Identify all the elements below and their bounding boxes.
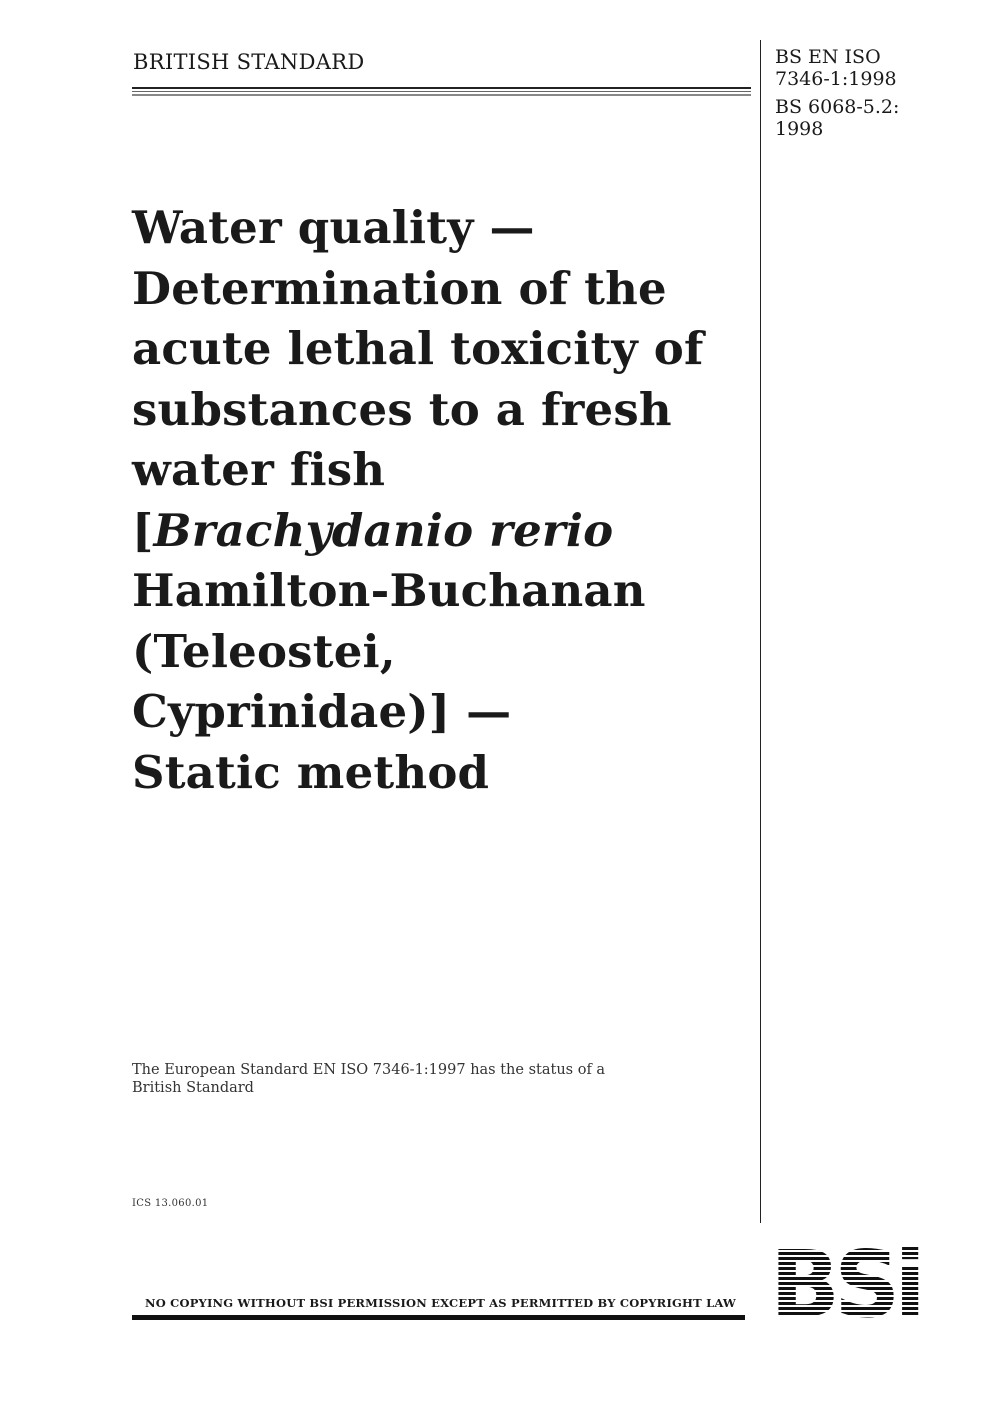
title-line: Hamilton-Buchanan [132,564,646,617]
title-line: Water quality — [132,201,535,254]
status-note-line: British Standard [132,1080,254,1096]
title-line [132,501,747,562]
title-bracket: [ [132,503,154,557]
standard-number-line: 7346-1:1998 [775,68,897,90]
copyright-notice: NO COPYING WITHOUT BSI PERMISSION EXCEPT AS PERMITTED BY COPYRIGHT LAW [145,1296,737,1310]
vertical-divider [760,40,761,1223]
title-line: Cyprinidae)] — [132,685,512,738]
bottom-rule [132,1315,745,1320]
standard-number-line: BS 6068-5.2: [775,96,900,118]
document-title [132,198,747,803]
document-series-label: BRITISH STANDARD [133,50,365,74]
header-rule [132,87,751,96]
title-line: substances to a fresh [132,382,672,436]
title-line: Static method [132,745,490,799]
bsi-logo-icon [768,1242,948,1322]
standard-number-line: 1998 [775,118,824,140]
title-line: water fish [132,443,386,496]
species-name: Brachydanio rerio [153,503,614,557]
status-note-line: The European Standard EN ISO 7346-1:1997 has the status of a [132,1062,606,1078]
standard-number-block [775,46,899,140]
status-note [132,1061,732,1097]
title-line: Determination of the [132,261,667,315]
ics-code: ICS 13.060.01 [132,1198,209,1209]
title-line: (Teleostei, [132,624,396,678]
standard-number-line: BS EN ISO [775,46,881,68]
title-line: acute lethal toxicity of [132,322,704,375]
